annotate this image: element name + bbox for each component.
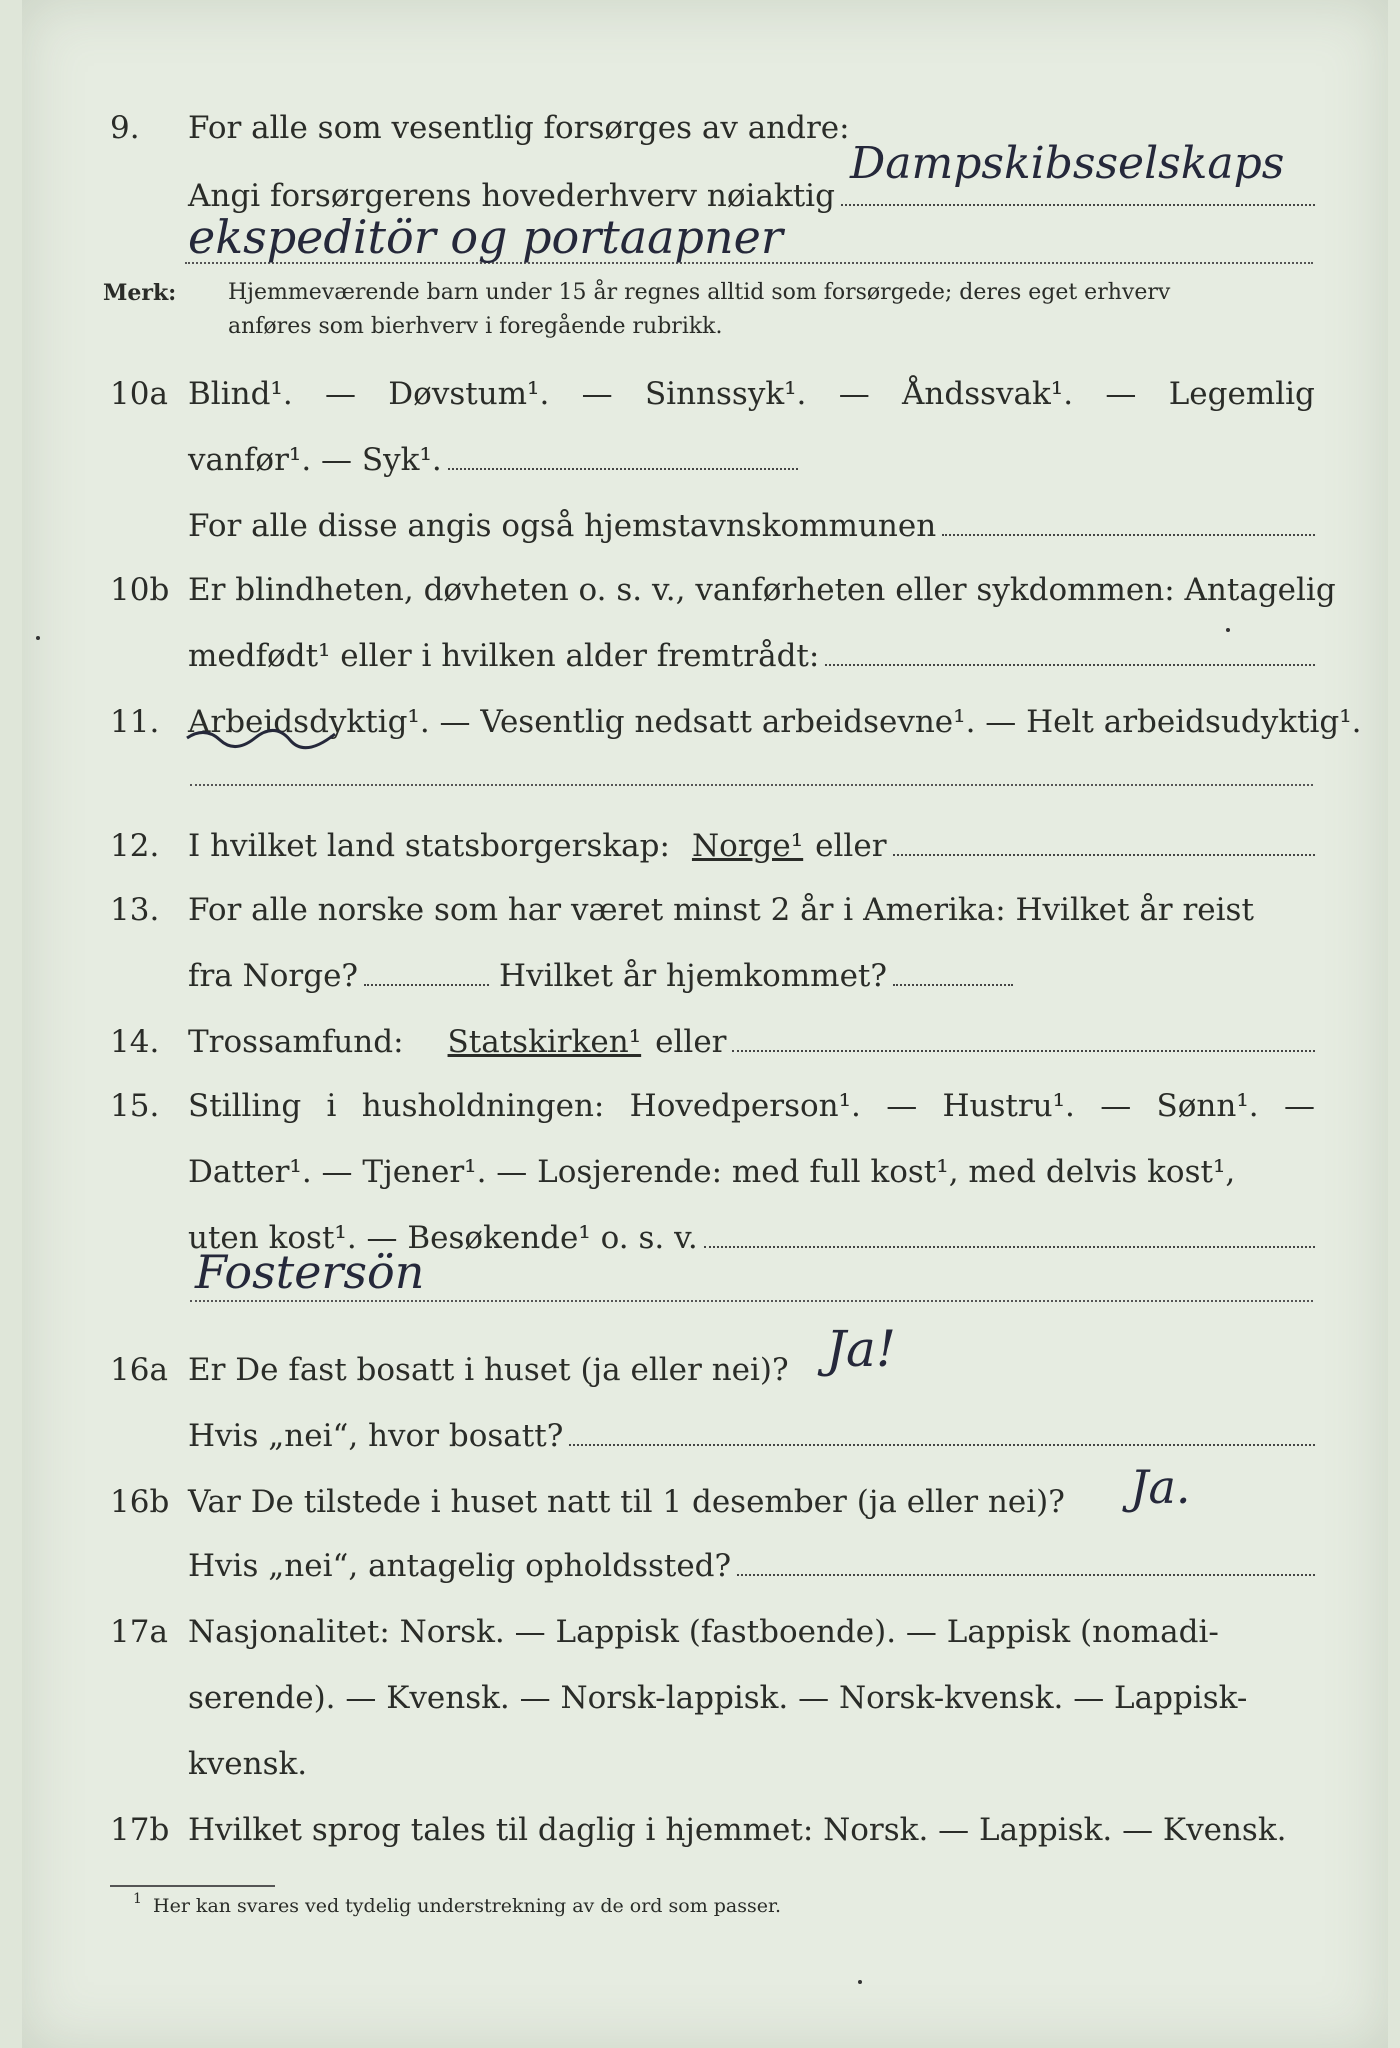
- q12-option-norge: Norge¹: [691, 828, 804, 864]
- q17a-text-line2: serende). — Kvensk. — Norsk-lappisk. — Norsk-kvensk. — Lappisk-: [188, 1680, 1248, 1716]
- q13-text-line1: For alle norske som har været minst 2 år i Amerika: Hvilket år reist: [188, 892, 1254, 928]
- q10a-line1: [0, 358, 1400, 422]
- q10a-opt-andssvak: Åndssvak¹.: [902, 376, 1074, 412]
- q10b-line2: [0, 620, 1400, 684]
- q16b-text-line1: Var De tilstede i huset natt til 1 desember (ja eller nei)?: [188, 1484, 1065, 1520]
- q10a-opt-blind: Blind¹.: [188, 376, 293, 412]
- q10b-line1: [0, 554, 1400, 618]
- q10a-dash: —: [1105, 376, 1137, 412]
- footnote-text: Her kan svares ved tydelig understrekning av de ord som passer.: [153, 1895, 782, 1917]
- q10a-text-line2: vanfør¹. — Syk¹.: [188, 442, 442, 478]
- q10a-opt-legemlig: Legemlig: [1168, 376, 1315, 412]
- footnote: [133, 1891, 782, 1917]
- q10b-number: 10b: [110, 572, 170, 608]
- q15-answer-rule: [190, 1300, 1313, 1302]
- q12-number: 12.: [110, 828, 160, 864]
- ink-speck: [1226, 628, 1230, 632]
- ink-speck: [36, 636, 40, 640]
- q17a-line1: [0, 1596, 1400, 1660]
- q12-text-c: eller: [815, 828, 887, 864]
- merk-line2: anføres som bierhverv i foregående rubrikk.: [228, 314, 723, 339]
- q17b-line1: [0, 1794, 1400, 1858]
- q16a-text-line2: Hvis „nei“, hvor bosatt?: [188, 1418, 564, 1454]
- footnote-mark: 1: [133, 1891, 142, 1907]
- q9-number: 9.: [110, 110, 140, 146]
- q14-text-c: eller: [655, 1024, 727, 1060]
- q15-line1: [0, 1070, 1400, 1134]
- q17b-text-line1: Hvilket sprog tales til daglig i hjemmet: Norsk. — Lappisk. — Kvensk.: [188, 1812, 1287, 1848]
- footnote-rule: [110, 1885, 275, 1887]
- q17b-number: 17b: [110, 1812, 170, 1848]
- q16b-number: 16b: [110, 1484, 170, 1520]
- q11-handwritten-underline: [185, 722, 345, 752]
- q10b-text-line1: Er blindheten, døvheten o. s. v., vanførheten eller sykdommen: Antagelig: [188, 572, 1336, 608]
- q17a-text-line1: Nasjonalitet: Norsk. — Lappisk (fastboende). — Lappisk (nomadi-: [188, 1614, 1219, 1650]
- q15-opt-hovedperson: Hovedperson¹.: [629, 1088, 861, 1124]
- q14-number: 14.: [110, 1024, 160, 1060]
- q16a-line1: [0, 1334, 1400, 1398]
- q16a-number: 16a: [110, 1352, 168, 1388]
- q17a-line2: [0, 1662, 1400, 1726]
- merk-line1: Hjemmeværende barn under 15 år regnes alltid som forsørgede; deres eget erhverv: [228, 280, 1171, 305]
- q10a-line3: [0, 490, 1400, 554]
- q10a-line2: [0, 424, 1400, 488]
- q16b-text-line2: Hvis „nei“, antagelig opholdssted?: [188, 1548, 732, 1584]
- q15-dash: —: [886, 1088, 918, 1124]
- q16b-handwritten-answer: Ja.: [1130, 1460, 1191, 1514]
- q9-text-line1: For alle som vesentlig forsørges av andre:: [188, 110, 850, 146]
- q14-line1: [0, 1006, 1400, 1070]
- q15-opt-hustru: Hustru¹.: [942, 1088, 1075, 1124]
- q16b-line2: [0, 1530, 1400, 1594]
- q17a-text-line3: kvensk.: [188, 1746, 308, 1782]
- q10a-dash: —: [838, 376, 870, 412]
- q10a-dash: —: [325, 376, 356, 412]
- q10a-opt-dovstum: Døvstum¹.: [388, 376, 550, 412]
- merk-label: Merk:: [103, 280, 177, 306]
- q16a-handwritten-answer: Ja!: [826, 1320, 896, 1378]
- q10a-dash: —: [581, 376, 613, 412]
- q11-number: 11.: [110, 704, 160, 740]
- q15-text-line2: Datter¹. — Tjener¹. — Losjerende: med full kost¹, med delvis kost¹,: [188, 1154, 1236, 1190]
- q13-number: 13.: [110, 892, 160, 928]
- q15-word: husholdningen:: [361, 1088, 605, 1124]
- q11-text-line1: Arbeidsdyktig¹. — Vesentlig nedsatt arbeidsevne¹. — Helt arbeidsudyktig¹.: [188, 704, 1362, 740]
- q17a-line3: [0, 1728, 1400, 1792]
- q15-word: i: [326, 1088, 337, 1124]
- q13-text-line2a: fra Norge?: [188, 958, 359, 994]
- q9-text-line2: Angi forsørgerens hovederhverv nøiaktig: [188, 178, 835, 214]
- ink-speck: [858, 1980, 862, 1984]
- q9-handwritten-answer-a: Dampskibsselskaps: [850, 138, 1285, 189]
- q11-answer-rule: [190, 784, 1313, 786]
- q15-handwritten-answer: Fostersön: [195, 1245, 425, 1299]
- q15-line2: [0, 1136, 1400, 1200]
- q16a-line2: [0, 1400, 1400, 1464]
- q14-text-a: Trossamfund:: [188, 1024, 404, 1060]
- q10a-text-line3: For alle disse angis også hjemstavnskommunen: [188, 508, 937, 544]
- q13-line2: [0, 940, 1400, 1004]
- q15-text-line3: uten kost¹. — Besøkende¹ o. s. v.: [188, 1220, 698, 1256]
- q16a-text-line1: Er De fast bosatt i huset (ja eller nei)?: [188, 1352, 789, 1388]
- q10a-opt-sinnssyk: Sinnssyk¹.: [644, 376, 807, 412]
- q15-opt-sonn: Sønn¹.: [1156, 1088, 1259, 1124]
- q17a-number: 17a: [110, 1614, 168, 1650]
- q13-line1: [0, 874, 1400, 938]
- q10b-text-line2: medfødt¹ eller i hvilken alder fremtrådt:: [188, 638, 820, 674]
- q12-line1: [0, 810, 1400, 874]
- q12-text-a: I hvilket land statsborgerskap:: [188, 828, 670, 864]
- q13-text-line2b: Hvilket år hjemkommet?: [499, 958, 888, 994]
- q15-word: Stilling: [188, 1088, 302, 1124]
- q14-option-statskirken: Statskirken¹: [447, 1024, 642, 1060]
- q10a-number: 10a: [110, 376, 168, 412]
- q15-dash: —: [1100, 1088, 1132, 1124]
- q15-number: 15.: [110, 1088, 160, 1124]
- q9-handwritten-answer-b: ekspeditör og portaapner: [188, 210, 783, 264]
- q15-dash: —: [1283, 1088, 1315, 1124]
